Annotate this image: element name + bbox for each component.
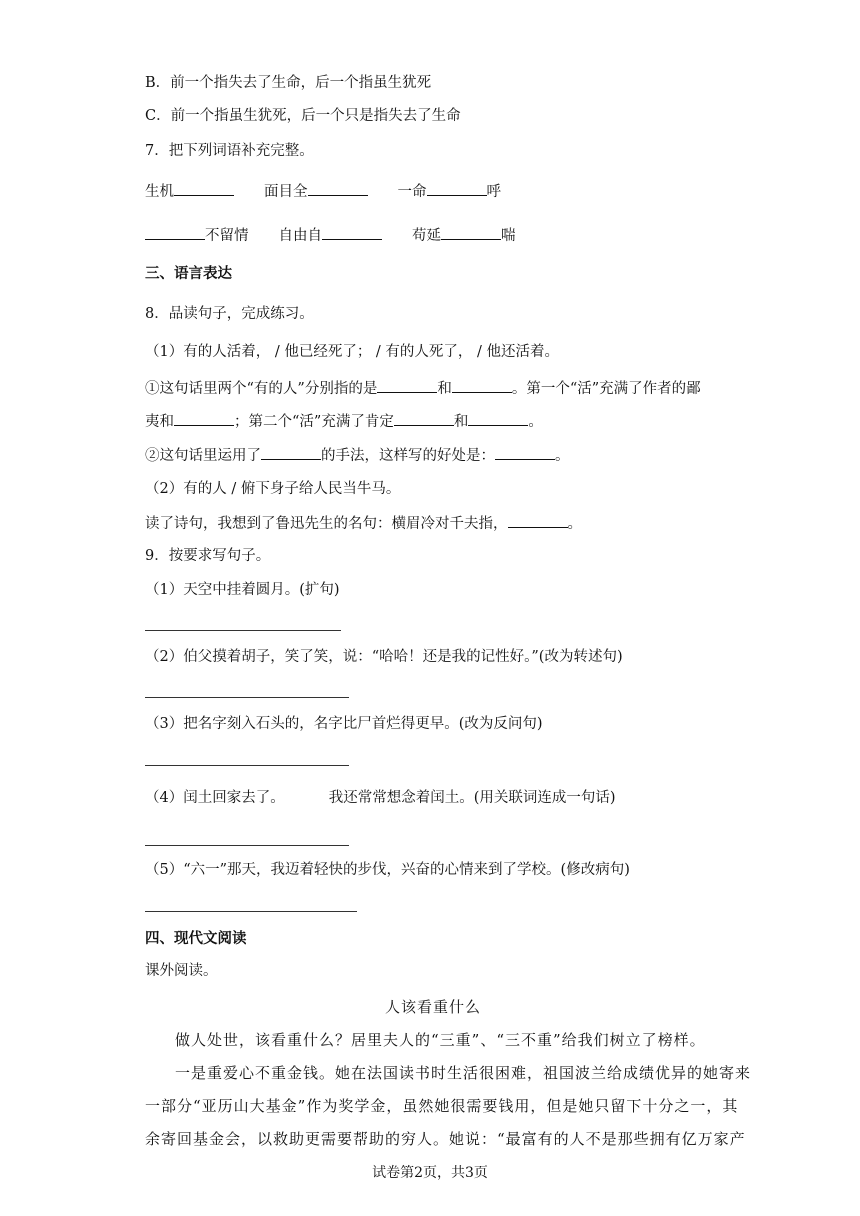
q9-part-2: （2）伯父摸着胡子，笑了笑，说：“哈哈！还是我的记性好。”(改为转述句) (145, 649, 623, 665)
text: 夷和 (145, 414, 174, 430)
section-3-heading: 三、语言表达 (145, 266, 232, 282)
q9-part-5: （5）“六一”那天，我迈着轻快的步伐，兴奋的心情来到了学校。(修改病句) (145, 862, 630, 878)
word-3: 一命 (397, 184, 427, 200)
answer-line-3[interactable] (145, 765, 349, 766)
text: 。第一个“活”充满了作者的鄙 (511, 381, 701, 397)
q7-row1 (145, 181, 501, 202)
text: 和 (437, 381, 452, 397)
page-footer: 试卷第2页，共3页 (372, 1165, 488, 1181)
word-1: 生机 (145, 184, 174, 200)
blank[interactable] (308, 181, 368, 196)
text: 。 (567, 516, 582, 532)
answer-line-1[interactable] (145, 630, 341, 631)
blank[interactable] (377, 378, 437, 393)
text: 读了诗句，我想到了鲁迅先生的名句：横眉冷对千夫指， (145, 516, 508, 532)
answer-line-4[interactable] (145, 845, 349, 846)
word-3-end: 呼 (486, 184, 501, 200)
text: ②这句话里运用了 (145, 448, 261, 464)
text: 的手法，这样写的好处是： (321, 448, 495, 464)
blank[interactable] (145, 225, 205, 240)
word-6: 苟延 (412, 228, 441, 244)
passage-line-2: 一是重爱心不重金钱。她在法国读书时生活很困难，祖国波兰给成绩优异的她寄来 (175, 1064, 752, 1082)
passage-line-1: 做人处世，该看重什么？居里夫人的“三重”、“三不重”给我们树立了榜样。 (175, 1031, 706, 1049)
blank[interactable] (427, 181, 487, 196)
word-6-end: 喘 (501, 228, 516, 244)
passage-line-3: 一部分“亚历山大基金”作为奖学金，虽然她很需要钱用，但是她只留下十分之一，其 (145, 1097, 739, 1115)
word-2: 面目全 (264, 184, 308, 200)
section-4-heading: 四、现代文阅读 (145, 931, 247, 947)
word-5: 自由自 (278, 228, 322, 244)
blank[interactable] (261, 445, 321, 460)
blank[interactable] (508, 513, 568, 528)
text: 和 (453, 414, 469, 430)
blank[interactable] (468, 411, 528, 426)
blank[interactable] (452, 378, 512, 393)
text: （4）闰土回家去了。 (145, 790, 285, 806)
blank[interactable] (322, 225, 382, 240)
q8-line-a1 (145, 378, 701, 399)
q7-row2 (145, 225, 516, 246)
q8-stem: 8．品读句子，完成练习。 (145, 306, 314, 322)
answer-line-5[interactable] (145, 911, 357, 912)
q9-part-1: （1）天空中挂着圆月。(扩句) (145, 582, 340, 598)
q8-sentence-2: （2）有的人 / 俯下身子给人民当牛马。 (145, 481, 401, 497)
text: 。 (555, 448, 570, 464)
blank[interactable] (174, 181, 234, 196)
q8-sentence-1: （1）有的人活着， / 他已经死了； / 有的人死了， / 他还活着。 (145, 344, 560, 360)
q7-stem: 7．把下列词语补充完整。 (145, 143, 314, 159)
passage-line-4: 余寄回基金会，以救助更需要帮助的穷人。她说：“最富有的人不是那些拥有亿万家产 (145, 1130, 746, 1148)
option-c: C．前一个指虽生犹死，后一个只是指失去了生命 (145, 108, 461, 124)
text: ；第二个“活”充满了肯定 (234, 414, 394, 430)
text: ①这句话里两个“有的人”分别指的是 (145, 381, 378, 397)
option-b: B．前一个指失去了生命，后一个指虽生犹死 (145, 75, 432, 91)
q9-part-4 (145, 788, 616, 808)
passage-title: 人该看重什么 (385, 998, 482, 1016)
q9-stem: 9．按要求写句子。 (145, 548, 271, 564)
q8-line-a3 (145, 445, 570, 466)
blank[interactable] (441, 225, 501, 240)
blank[interactable] (495, 445, 555, 460)
blank[interactable] (174, 411, 234, 426)
text: 。 (528, 414, 543, 430)
q8-line-a2 (145, 411, 543, 432)
q9-part-3: （3）把名字刻入石头的，名字比尸首烂得更早。(改为反问句) (145, 716, 543, 732)
word-4: 不留情 (205, 228, 249, 244)
reading-intro: 课外阅读。 (145, 963, 218, 979)
text: 我还常常想念着闰土。(用关联词连成一句话) (328, 790, 616, 806)
q8-line-a4 (145, 513, 582, 534)
answer-line-2[interactable] (145, 697, 349, 698)
blank[interactable] (394, 411, 454, 426)
